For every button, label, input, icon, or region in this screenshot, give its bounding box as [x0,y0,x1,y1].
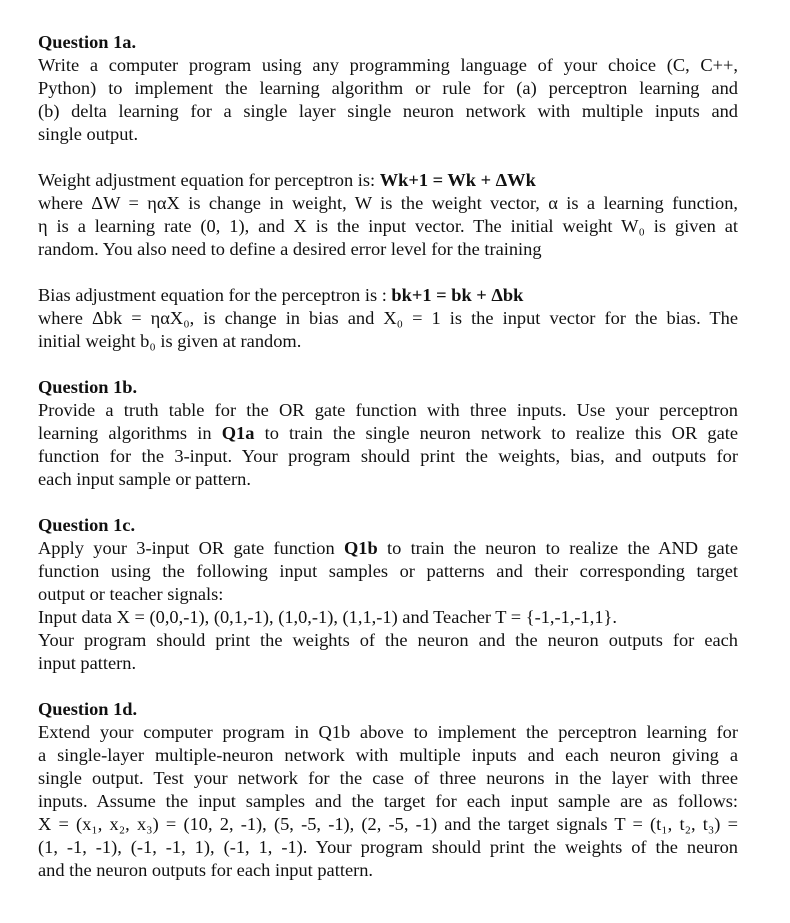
q1a-line-4: single output. [38,124,139,144]
q1b-line-2-start: learning algorithms in [38,423,222,443]
q1d-line-2: a single-layer multiple-neuron network with multiple inputs and each neuron giving a [38,745,738,765]
q1b-reference: Q1b [343,538,378,558]
question-1d-body [38,721,738,882]
q1d-line-6: (1, -1, -1), (-1, -1, 1), (-1, 1, -1). Your program should print the weights of the neuron [38,837,738,857]
q1b-line-1: Provide a truth table for the OR gate function with three inputs. Use your perceptron [38,400,738,420]
q1c-line-1-start: Apply your 3-input OR gate function [38,538,344,558]
weight-adjustment-line-4: random. You also need to define a desired error level for the training [38,239,542,259]
bias-adjustment-line-1 [38,284,738,307]
bias-adjustment-equation: bk+1 = bk + Δbk [391,285,524,305]
weight-adjustment-paragraph [38,169,738,261]
q1c-line-5: Your program should print the weights of the neuron and the neuron outputs for each [38,630,738,650]
weight-adjustment-equation: Wk+1 = Wk + ΔWk [379,170,536,190]
q1c-line-2: function using the following input samples or patterns and their corresponding target [38,561,738,581]
q1d-line-7: and the neuron outputs for each input pattern. [38,860,374,880]
q1b-line-2-end: to train the single neuron network to realize this OR gate [254,423,739,443]
q1d-line-3: single output. Test your network for the case of three neurons in the layer with three [38,768,738,788]
bias-adjustment-line-3: initial weight b₀ is given at random. [38,331,302,351]
bias-adjustment-paragraph [38,284,738,353]
q1d-line-5: X = (x₁, x₂, x₃) = (10, 2, -1), (5, -5, -1), (2, -5, -1) and the target signals T = (t₁, t₂, t₃) = [38,814,738,834]
q1a-line-2: Python) to implement the learning algorithm or rule for (a) perceptron learning and [38,78,738,98]
q1c-line-3: output or teacher signals: [38,584,224,604]
question-1c-body [38,537,738,675]
q1c-line-1 [38,537,738,560]
q1b-line-3: function for the 3-input. Your program should print the weights, bias, and outputs for [38,446,738,466]
bias-adjustment-line-2: where Δbk = ηαX₀, is change in bias and X₀ = 1 is the input vector for the bias. The [38,308,738,328]
question-1b-heading: Question 1b. [38,377,138,397]
question-1b-section [38,376,738,491]
q1a-line-1: Write a computer program using any programming language of your choice (C, C++, [38,55,738,75]
q1c-line-1-end: to train the neuron to realize the AND gate [377,538,738,558]
q1b-line-2 [38,422,738,445]
question-1b-body [38,399,738,491]
weight-adjustment-intro: Weight adjustment equation for perceptron is: [38,170,380,190]
q1a-line-3: (b) delta learning for a single layer single neuron network with multiple inputs and [38,101,738,121]
question-1a-heading: Question 1a. [38,32,137,52]
question-1d-heading: Question 1d. [38,699,138,719]
bias-adjustment-intro: Bias adjustment equation for the perceptron is : [38,285,392,305]
q1c-line-4: Input data X = (0,0,-1), (0,1,-1), (1,0,-1), (1,1,-1) and Teacher T = {-1,-1,-1,1}. [38,607,617,627]
question-1a-section [38,31,738,353]
q1d-line-1: Extend your computer program in Q1b above to implement the perceptron learning for [38,722,738,742]
weight-adjustment-line-3: η is a learning rate (0, 1), and X is the input vector. The initial weight W₀ is given at [38,216,738,236]
q1b-line-4: each input sample or pattern. [38,469,251,489]
question-1c-section [38,514,738,675]
question-1a-body [38,54,738,146]
document-page [38,31,738,882]
weight-adjustment-line-2: where ΔW = ηαX is change in weight, W is the weight vector, α is a learning function, [38,193,738,213]
weight-adjustment-line-1 [38,169,738,192]
question-1d-section [38,698,738,882]
question-1c-heading: Question 1c. [38,515,136,535]
q1d-line-4: inputs. Assume the input samples and the target for each input sample are as follows: [38,791,738,811]
q1c-line-6: input pattern. [38,653,137,673]
q1a-reference: Q1a [221,423,255,443]
